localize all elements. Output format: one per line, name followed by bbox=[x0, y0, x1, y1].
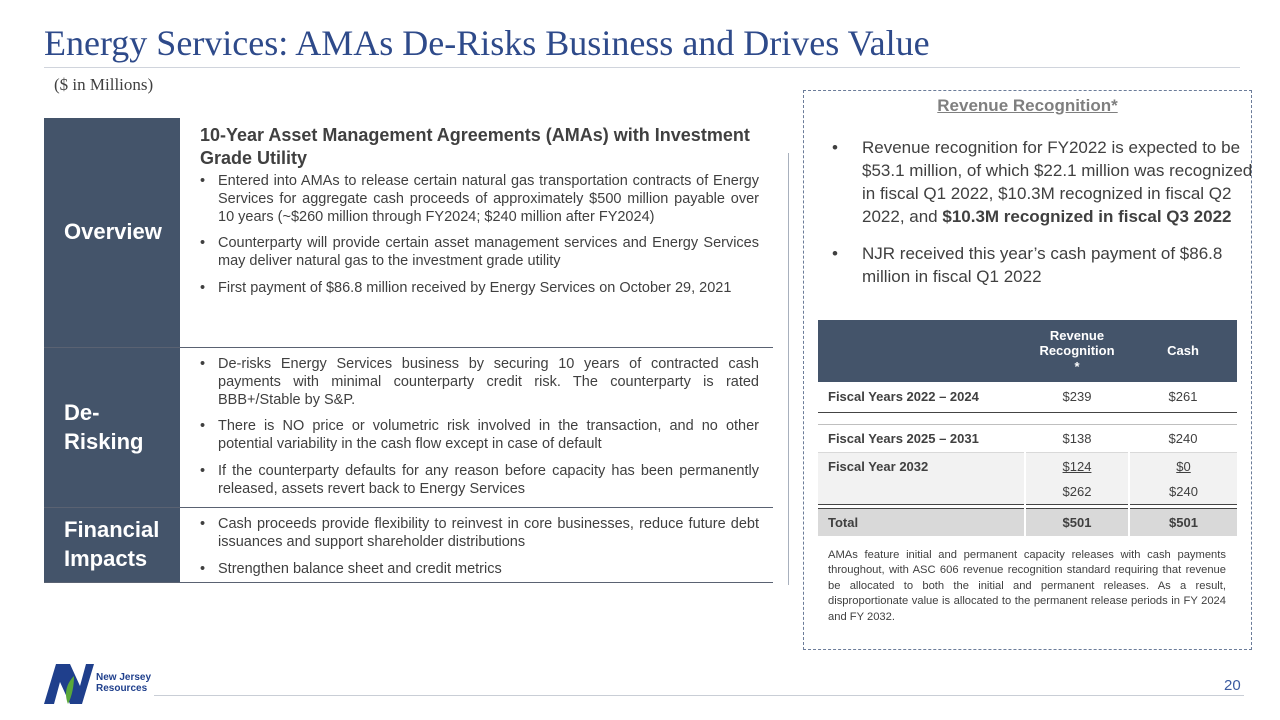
ama-footnote: AMAs feature initial and permanent capacity releases with cash payments throughout, with ASC 606 revenue recognition standard requiring that revenue be allocated to both the initial and permanent releases. As a result, disproportionate value is allocated to the permanent release periods in FY 2024 and FY 2032. bbox=[828, 549, 1226, 623]
revenue-value: $124 bbox=[1025, 452, 1129, 480]
derisking-bullets bbox=[200, 356, 759, 499]
financial-impacts-content bbox=[180, 508, 773, 582]
overview-bullet: • Entered into AMAs to release certain natural gas transportation contracts of Energy Services for aggregate cash proceeds of approximately $500 million payable over 10 years (~$260 million through FY2024; $240 million after FY2024) bbox=[200, 173, 759, 226]
derisking-label-line2: Risking bbox=[64, 428, 144, 454]
financial-label-line2: Impacts bbox=[64, 546, 148, 571]
title-divider bbox=[44, 67, 1240, 68]
revenue-bullet bbox=[832, 137, 1254, 229]
revenue-bullet-highlight: $10.3M recognized in fiscal Q3 2022 bbox=[942, 206, 1232, 226]
total-label: Total bbox=[818, 508, 1025, 536]
page-title: Energy Services: AMAs De-Risks Business and Drives Value bbox=[44, 23, 930, 63]
overview-row bbox=[44, 118, 773, 348]
overview-label: Overview bbox=[44, 118, 180, 347]
cash-value: $0 bbox=[1129, 452, 1237, 480]
table-total-row bbox=[818, 508, 1237, 536]
financial-bullet: • Cash proceeds provide flexibility to reinvest in core businesses, reduce future debt issuances and support shareholder distributions bbox=[200, 516, 759, 552]
table-row bbox=[818, 452, 1237, 480]
total-revenue-value: $501 bbox=[1025, 508, 1129, 536]
overview-bullet: • First payment of $86.8 million received by Energy Services on October 29, 2021 bbox=[200, 280, 759, 298]
derisking-bullet: • There is NO price or volumetric risk involved in the transaction, and no other potential variability in the cash flow except in case of default bbox=[200, 418, 759, 454]
page-number: 20 bbox=[1224, 677, 1241, 694]
revenue-value: $262 bbox=[1025, 480, 1129, 504]
ama-summary-table bbox=[44, 118, 773, 583]
row-label: Fiscal Years 2025 – 2031 bbox=[818, 424, 1025, 452]
units-note: ($ in Millions) bbox=[54, 75, 154, 94]
table-row bbox=[818, 382, 1237, 412]
derisking-label-line1: De- bbox=[64, 399, 100, 425]
column-header-cash: Cash bbox=[1129, 320, 1237, 382]
revenue-bullet: • NJR received this year’s cash payment of $86.8 million in fiscal Q1 2022 bbox=[832, 243, 1254, 289]
table-row bbox=[818, 480, 1237, 504]
column-divider bbox=[788, 153, 789, 585]
financial-label-line1: Financial bbox=[64, 517, 160, 543]
financial-impacts-row bbox=[44, 508, 773, 583]
cash-value: $240 bbox=[1129, 480, 1237, 504]
derisking-bullet: • De-risks Energy Services business by securing 10 years of contracted cash payments with minimal counterparty credit risk. The counterparty is rated BBB+/Stable by S&P. bbox=[200, 356, 759, 409]
total-cash-value: $501 bbox=[1129, 508, 1237, 536]
table-row bbox=[818, 424, 1237, 452]
derisking-bullet: • If the counterparty defaults for any reason before capacity has been permanently released, assets revert back to Energy Services bbox=[200, 463, 759, 499]
revenue-bullets bbox=[832, 137, 1254, 289]
row-label: Fiscal Years 2022 – 2024 bbox=[818, 382, 1025, 412]
financial-bullet: • Strengthen balance sheet and credit metrics bbox=[200, 561, 759, 579]
row-label: Fiscal Year 2032 bbox=[818, 452, 1025, 480]
revenue-panel-title: Revenue Recognition* bbox=[937, 96, 1118, 115]
col-rev-line2: Recognition bbox=[1039, 343, 1115, 359]
table-spacer bbox=[818, 412, 1237, 424]
overview-content bbox=[180, 118, 773, 347]
table-header-row bbox=[818, 320, 1237, 382]
table-header-blank bbox=[818, 320, 1025, 382]
derisking-label bbox=[44, 348, 180, 507]
financial-bullets bbox=[200, 516, 759, 578]
col-rev-line1: Revenue bbox=[1049, 327, 1105, 343]
overview-subheading: 10-Year Asset Management Agreements (AMAs) with Investment Grade Utility bbox=[200, 125, 750, 168]
logo-line2: Resources bbox=[96, 682, 148, 694]
derisking-content bbox=[180, 348, 773, 507]
financial-impacts-label bbox=[44, 508, 180, 582]
col-rev-line3: * bbox=[1074, 358, 1080, 374]
revenue-value: $239 bbox=[1025, 382, 1129, 412]
cash-value: $261 bbox=[1129, 382, 1237, 412]
row-label bbox=[818, 480, 1025, 504]
footer-divider bbox=[154, 695, 1244, 696]
derisking-row bbox=[44, 348, 773, 508]
company-logo-text bbox=[96, 673, 151, 694]
column-header-revenue bbox=[1025, 320, 1129, 382]
overview-bullets bbox=[200, 173, 759, 298]
revenue-value: $138 bbox=[1025, 424, 1129, 452]
logo-line1: New Jersey bbox=[96, 672, 152, 683]
revenue-cash-table bbox=[818, 320, 1237, 536]
overview-bullet: • Counterparty will provide certain asset management services and Energy Services may deliver natural gas to the investment grade utility bbox=[200, 235, 759, 271]
cash-value: $240 bbox=[1129, 424, 1237, 452]
revenue-bullet-text: Revenue recognition for FY2022 is expected to be $53.1 million, of which $22.1 million was recognized in fiscal Q1 2022, $10.3M recognized in fiscal Q2 2022, and bbox=[862, 138, 1253, 226]
